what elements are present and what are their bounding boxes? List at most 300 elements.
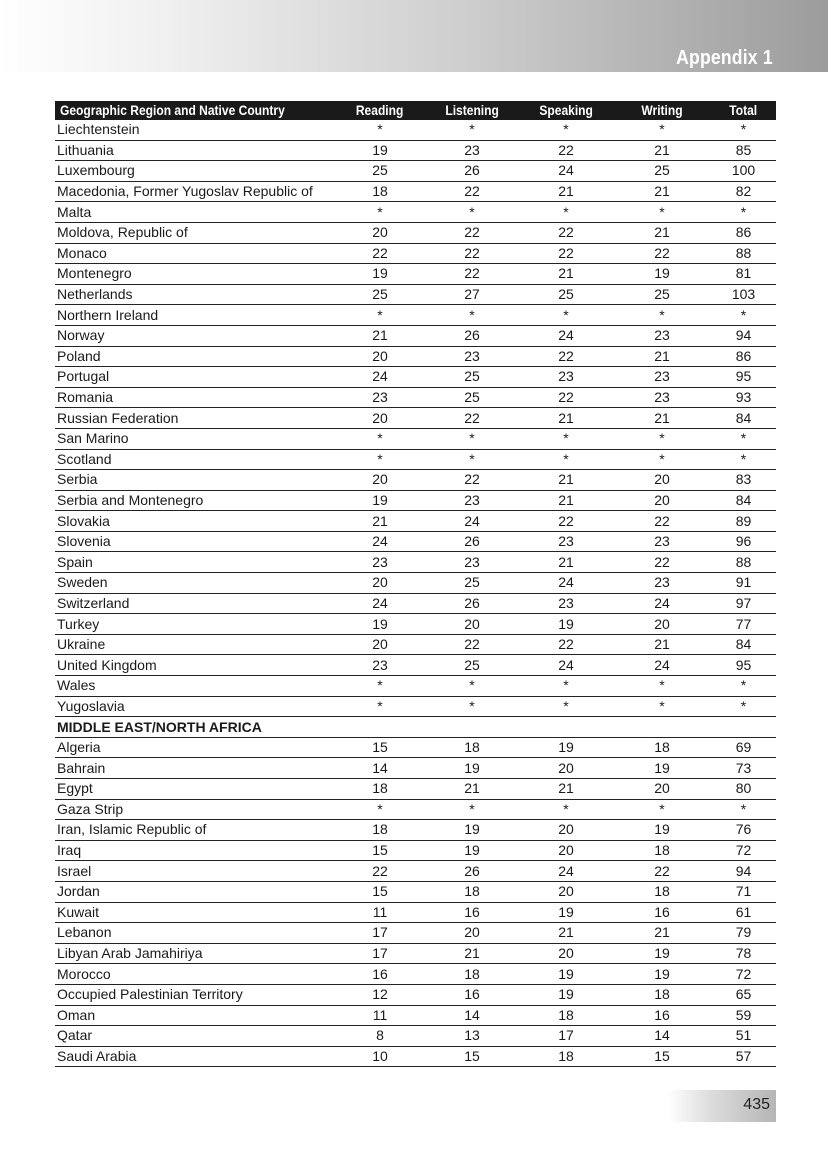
writing-cell: 22 [613,511,711,532]
country-cell: Bahrain [55,758,335,779]
country-cell: Scotland [55,449,335,470]
reading-cell: 25 [335,284,425,305]
column-header-listening: Listening [425,101,519,120]
total-cell: * [711,428,776,449]
table-row [55,676,776,697]
speaking-cell: 21 [519,408,613,429]
country-cell: Serbia [55,470,335,491]
listening-cell: * [425,676,519,697]
speaking-cell: 24 [519,161,613,182]
total-cell: 97 [711,593,776,614]
speaking-cell: 22 [519,511,613,532]
total-cell: 84 [711,408,776,429]
speaking-cell: * [519,696,613,717]
speaking-cell: 22 [519,222,613,243]
speaking-cell: 21 [519,779,613,800]
reading-cell: 23 [335,655,425,676]
listening-cell: 26 [425,861,519,882]
country-cell: Kuwait [55,902,335,923]
country-cell: Saudi Arabia [55,1046,335,1067]
total-cell: * [711,696,776,717]
total-cell: 100 [711,161,776,182]
speaking-cell: 21 [519,923,613,944]
total-cell: 51 [711,1026,776,1047]
table-row [55,367,776,388]
total-cell: 94 [711,325,776,346]
table-row [55,840,776,861]
table-row [55,428,776,449]
writing-cell: 19 [613,943,711,964]
total-cell: 76 [711,820,776,841]
total-cell: 73 [711,758,776,779]
table-row [55,1026,776,1047]
table-row [55,779,776,800]
total-cell: * [711,202,776,223]
speaking-cell: 21 [519,552,613,573]
country-cell: Yugoslavia [55,696,335,717]
speaking-cell: 24 [519,861,613,882]
total-cell: 94 [711,861,776,882]
listening-cell: 22 [425,470,519,491]
country-cell: Moldova, Republic of [55,222,335,243]
writing-cell: 24 [613,593,711,614]
section-title: MIDDLE EAST/NORTH AFRICA [55,717,776,738]
listening-cell: 16 [425,902,519,923]
reading-cell: 20 [335,222,425,243]
listening-cell: 21 [425,779,519,800]
speaking-cell: 21 [519,181,613,202]
reading-cell: 18 [335,820,425,841]
total-cell: 78 [711,943,776,964]
speaking-cell: 25 [519,284,613,305]
listening-cell: 23 [425,140,519,161]
country-cell: Ukraine [55,634,335,655]
table-row [55,346,776,367]
writing-cell: 21 [613,222,711,243]
country-cell: Algeria [55,737,335,758]
table-row [55,799,776,820]
speaking-cell: 19 [519,614,613,635]
listening-cell: 18 [425,964,519,985]
reading-cell: 15 [335,737,425,758]
listening-cell: * [425,449,519,470]
reading-cell: 18 [335,181,425,202]
listening-cell: 26 [425,531,519,552]
writing-cell: 15 [613,1046,711,1067]
listening-cell: * [425,305,519,326]
total-cell: 72 [711,964,776,985]
country-cell: Jordan [55,881,335,902]
speaking-cell: 19 [519,902,613,923]
total-cell: 69 [711,737,776,758]
writing-cell: * [613,305,711,326]
speaking-cell: 19 [519,737,613,758]
speaking-cell: 22 [519,387,613,408]
reading-cell: 23 [335,552,425,573]
writing-cell: 22 [613,243,711,264]
total-cell: * [711,676,776,697]
writing-cell: 24 [613,655,711,676]
reading-cell: * [335,799,425,820]
total-cell: 84 [711,634,776,655]
listening-cell: 27 [425,284,519,305]
listening-cell: 25 [425,655,519,676]
speaking-cell: 18 [519,1046,613,1067]
reading-cell: 24 [335,531,425,552]
listening-cell: 22 [425,222,519,243]
writing-cell: 21 [613,346,711,367]
country-cell: Lithuania [55,140,335,161]
reading-cell: * [335,676,425,697]
country-cell: Gaza Strip [55,799,335,820]
reading-cell: 15 [335,881,425,902]
table-row [55,943,776,964]
total-cell: * [711,799,776,820]
reading-cell: 23 [335,387,425,408]
total-cell: 85 [711,140,776,161]
listening-cell: 25 [425,387,519,408]
country-cell: Qatar [55,1026,335,1047]
reading-cell: 20 [335,346,425,367]
listening-cell: 20 [425,923,519,944]
table-row [55,964,776,985]
listening-cell: 14 [425,1005,519,1026]
reading-cell: 20 [335,470,425,491]
country-cell: Poland [55,346,335,367]
table-row [55,264,776,285]
table-row [55,573,776,594]
total-cell: * [711,449,776,470]
listening-cell: 22 [425,264,519,285]
speaking-cell: 23 [519,593,613,614]
table-row [55,408,776,429]
table-row [55,161,776,182]
country-cell: San Marino [55,428,335,449]
reading-cell: 11 [335,902,425,923]
total-cell: 88 [711,243,776,264]
writing-cell: 20 [613,614,711,635]
speaking-cell: 20 [519,820,613,841]
reading-cell: 16 [335,964,425,985]
total-cell: 88 [711,552,776,573]
speaking-cell: 23 [519,367,613,388]
table-row [55,305,776,326]
country-cell: Norway [55,325,335,346]
speaking-cell: * [519,676,613,697]
total-cell: 59 [711,1005,776,1026]
writing-cell: * [613,202,711,223]
speaking-cell: * [519,202,613,223]
table-row [55,881,776,902]
country-cell: Lebanon [55,923,335,944]
table-body [55,120,776,1067]
table-row [55,120,776,140]
listening-cell: 15 [425,1046,519,1067]
listening-cell: * [425,120,519,140]
total-cell: 80 [711,779,776,800]
header-band [0,0,828,72]
listening-cell: 19 [425,840,519,861]
country-cell: Romania [55,387,335,408]
reading-cell: 11 [335,1005,425,1026]
table-row [55,490,776,511]
total-cell: 79 [711,923,776,944]
country-cell: Egypt [55,779,335,800]
reading-cell: 19 [335,614,425,635]
speaking-cell: 20 [519,943,613,964]
writing-cell: 16 [613,902,711,923]
table-row [55,902,776,923]
speaking-cell: 20 [519,840,613,861]
country-cell: Iraq [55,840,335,861]
writing-cell: 19 [613,758,711,779]
speaking-cell: 22 [519,243,613,264]
writing-cell: 20 [613,470,711,491]
total-cell: 86 [711,346,776,367]
writing-cell: 16 [613,1005,711,1026]
reading-cell: 21 [335,511,425,532]
listening-cell: 18 [425,737,519,758]
reading-cell: * [335,449,425,470]
reading-cell: 15 [335,840,425,861]
listening-cell: 25 [425,367,519,388]
reading-cell: 19 [335,140,425,161]
column-header-speaking: Speaking [519,101,613,120]
listening-cell: 23 [425,346,519,367]
speaking-cell: * [519,428,613,449]
listening-cell: 23 [425,552,519,573]
listening-cell: * [425,202,519,223]
listening-cell: 22 [425,408,519,429]
table-row [55,284,776,305]
reading-cell: * [335,120,425,140]
writing-cell: * [613,449,711,470]
reading-cell: * [335,696,425,717]
total-cell: 95 [711,655,776,676]
writing-cell: 21 [613,634,711,655]
reading-cell: 17 [335,943,425,964]
reading-cell: 21 [335,325,425,346]
writing-cell: 18 [613,881,711,902]
writing-cell: * [613,676,711,697]
table-row [55,243,776,264]
country-cell: Turkey [55,614,335,635]
table-row [55,614,776,635]
reading-cell: 17 [335,923,425,944]
table-row [55,511,776,532]
writing-cell: 23 [613,387,711,408]
writing-cell: 18 [613,840,711,861]
listening-cell: * [425,799,519,820]
column-header-writing: Writing [613,101,711,120]
country-cell: Netherlands [55,284,335,305]
listening-cell: 13 [425,1026,519,1047]
table-row [55,655,776,676]
country-cell: Macedonia, Former Yugoslav Republic of [55,181,335,202]
country-cell: Switzerland [55,593,335,614]
speaking-cell: 20 [519,881,613,902]
table-row [55,202,776,223]
reading-cell: 10 [335,1046,425,1067]
country-cell: Wales [55,676,335,697]
table-row [55,470,776,491]
total-cell: 96 [711,531,776,552]
country-cell: Serbia and Montenegro [55,490,335,511]
reading-cell: 22 [335,861,425,882]
speaking-cell: 24 [519,325,613,346]
reading-cell: 20 [335,634,425,655]
writing-cell: 22 [613,552,711,573]
country-cell: Malta [55,202,335,223]
writing-cell: 25 [613,284,711,305]
writing-cell: 21 [613,408,711,429]
country-cell: Israel [55,861,335,882]
table-row [55,634,776,655]
table-row [55,984,776,1005]
speaking-cell: 19 [519,964,613,985]
writing-cell: 23 [613,367,711,388]
speaking-cell: 21 [519,264,613,285]
writing-cell: 21 [613,140,711,161]
total-cell: 93 [711,387,776,408]
reading-cell: 14 [335,758,425,779]
country-cell: Oman [55,1005,335,1026]
speaking-cell: 17 [519,1026,613,1047]
total-cell: 86 [711,222,776,243]
table-row [55,531,776,552]
total-cell: 57 [711,1046,776,1067]
listening-cell: 19 [425,758,519,779]
country-cell: Spain [55,552,335,573]
page-number-box [668,1090,776,1122]
listening-cell: 26 [425,593,519,614]
column-header-country: Geographic Region and Native Country [55,101,335,120]
table-row [55,222,776,243]
table-row [55,552,776,573]
listening-cell: 22 [425,243,519,264]
listening-cell: 22 [425,634,519,655]
reading-cell: 19 [335,264,425,285]
reading-cell: 25 [335,161,425,182]
reading-cell: * [335,305,425,326]
country-cell: Montenegro [55,264,335,285]
total-cell: 95 [711,367,776,388]
country-cell: Occupied Palestinian Territory [55,984,335,1005]
total-cell: 71 [711,881,776,902]
page-number: 435 [743,1096,770,1113]
speaking-cell: 22 [519,634,613,655]
speaking-cell: * [519,120,613,140]
reading-cell: 19 [335,490,425,511]
speaking-cell: 21 [519,470,613,491]
writing-cell: 19 [613,264,711,285]
total-cell: 83 [711,470,776,491]
writing-cell: 18 [613,737,711,758]
table-row [55,140,776,161]
table-row [55,820,776,841]
writing-cell: * [613,696,711,717]
table-row [55,861,776,882]
writing-cell: 14 [613,1026,711,1047]
country-cell: Libyan Arab Jamahiriya [55,943,335,964]
country-cell: Luxembourg [55,161,335,182]
writing-cell: * [613,120,711,140]
table-row [55,758,776,779]
reading-cell: 24 [335,367,425,388]
speaking-cell: 18 [519,1005,613,1026]
speaking-cell: * [519,305,613,326]
total-cell: 61 [711,902,776,923]
writing-cell: * [613,799,711,820]
listening-cell: 26 [425,325,519,346]
listening-cell: 22 [425,181,519,202]
country-cell: Slovakia [55,511,335,532]
writing-cell: 23 [613,531,711,552]
appendix-title: Appendix 1 [676,47,773,69]
total-cell: * [711,305,776,326]
table-row [55,696,776,717]
table-row [55,181,776,202]
section-header-row [55,717,776,738]
country-cell: Morocco [55,964,335,985]
country-cell: Portugal [55,367,335,388]
writing-cell: * [613,428,711,449]
total-cell: 82 [711,181,776,202]
reading-cell: * [335,428,425,449]
reading-cell: * [335,202,425,223]
writing-cell: 19 [613,820,711,841]
speaking-cell: 24 [519,655,613,676]
speaking-cell: 19 [519,984,613,1005]
listening-cell: 19 [425,820,519,841]
writing-cell: 19 [613,964,711,985]
listening-cell: 24 [425,511,519,532]
writing-cell: 21 [613,181,711,202]
writing-cell: 23 [613,573,711,594]
total-cell: 81 [711,264,776,285]
total-cell: 84 [711,490,776,511]
scores-table-container [55,101,776,1067]
writing-cell: 20 [613,779,711,800]
reading-cell: 8 [335,1026,425,1047]
table-row [55,923,776,944]
table-row [55,593,776,614]
reading-cell: 18 [335,779,425,800]
table-row [55,387,776,408]
writing-cell: 20 [613,490,711,511]
listening-cell: * [425,696,519,717]
country-cell: United Kingdom [55,655,335,676]
writing-cell: 18 [613,984,711,1005]
listening-cell: 16 [425,984,519,1005]
table-row [55,325,776,346]
speaking-cell: 21 [519,490,613,511]
speaking-cell: 22 [519,346,613,367]
writing-cell: 25 [613,161,711,182]
total-cell: * [711,120,776,140]
table-header [55,101,776,120]
total-cell: 72 [711,840,776,861]
reading-cell: 12 [335,984,425,1005]
speaking-cell: 22 [519,140,613,161]
reading-cell: 22 [335,243,425,264]
column-header-total: Total [711,101,776,120]
total-cell: 91 [711,573,776,594]
speaking-cell: 20 [519,758,613,779]
column-header-reading: Reading [335,101,425,120]
country-cell: Monaco [55,243,335,264]
table-row [55,1046,776,1067]
